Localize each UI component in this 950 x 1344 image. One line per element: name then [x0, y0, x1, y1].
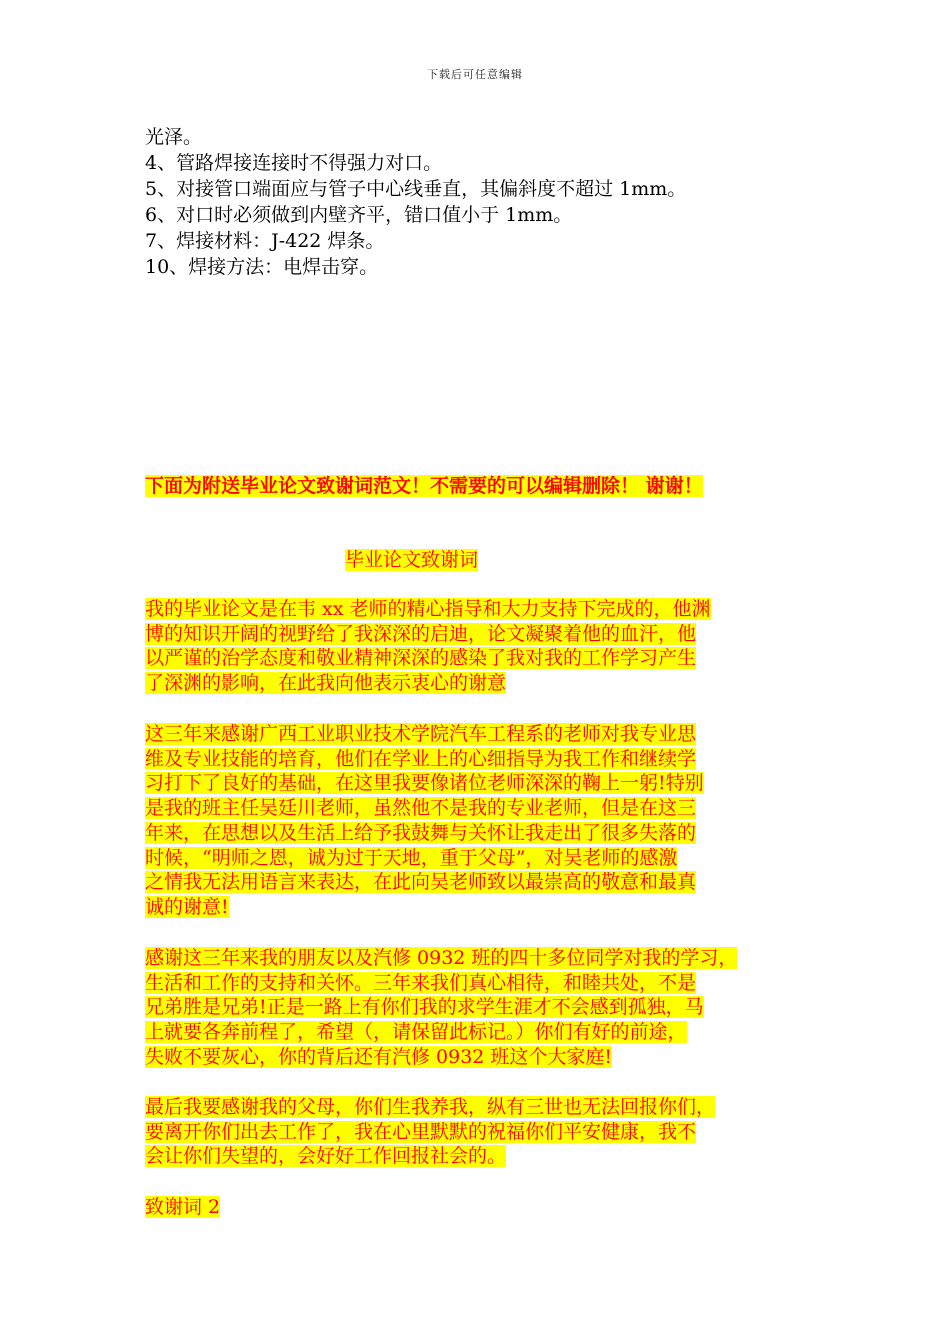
paragraph-line-text: 要离开你们出去工作了，我在心里默默的祝福你们平安健康，我不	[145, 1120, 697, 1143]
paragraph-line-text: 习打下了良好的基础，在这里我要像诸位老师深深的鞠上一躬!特别	[145, 772, 704, 795]
paragraph-line-text: 兄弟胜是兄弟!正是一路上有你们我的求学生涯才不会感到孤独，马	[145, 996, 704, 1019]
acknowledgement-paragraph-3	[145, 946, 835, 1070]
acknowledgement-paragraph-2	[145, 722, 835, 920]
paragraph-line	[145, 846, 835, 871]
tech-line: 7、焊接材料：J-422 焊条。	[145, 230, 385, 252]
paragraph-line-text: 以严谨的治学态度和敬业精神深深的感染了我对我的工作学习产生	[145, 647, 697, 670]
paragraph-line-text: 年来，在思想以及生活上给予我鼓舞与关怀让我走出了很多失落的	[145, 821, 697, 844]
paragraph-line-text: 是我的班主任吴廷川老师，虽然他不是我的专业老师，但是在这三	[145, 797, 697, 820]
acknowledgement-paragraph-1	[145, 597, 835, 696]
paragraph-line	[145, 995, 835, 1020]
tech-line: 5、对接管口端面应与管子中心线垂直，其偏斜度不超过 1mm。	[145, 178, 687, 200]
paragraph-line-text: 最后我要感谢我的父母，你们生我养我，纵有三世也无法回报你们，	[145, 1096, 716, 1118]
paragraph-line	[145, 747, 835, 772]
paragraph-line	[145, 671, 835, 696]
paragraph-line-text: 了深渊的影响，在此我向他表示衷心的谢意	[145, 672, 507, 695]
tech-line: 10、焊接方法：电焊击穿。	[145, 256, 379, 278]
paragraph-line-text: 维及专业技能的培育，他们在学业上的心细指导为我工作和继续学	[145, 747, 697, 770]
acknowledgement-title-text: 毕业论文致谢词	[345, 549, 479, 571]
tech-line: 6、对口时必须做到内壁齐平，错口值小于 1mm。	[145, 204, 573, 226]
appendix-notice-text: 下面为附送毕业论文致谢词范文！不需要的可以编辑删除！ 谢谢！	[145, 475, 703, 497]
paragraph-line-text: 博的知识开阔的视野给了我深深的启迪，论文凝聚着他的血汗，他	[145, 622, 697, 645]
paragraph-line	[145, 1095, 835, 1120]
paragraph-line	[145, 971, 835, 996]
paragraph-line	[145, 821, 835, 846]
tech-line: 4、管路焊接连接时不得强力对口。	[145, 152, 443, 174]
acknowledgement-heading-2	[145, 1195, 835, 1220]
paragraph-line-text: 之情我无法用语言来表达，在此向吴老师致以最崇高的敬意和最真	[145, 871, 697, 894]
paragraph-line	[145, 1144, 835, 1169]
paragraph-line-text: 诚的谢意!	[145, 895, 229, 918]
tech-line: 光泽。	[145, 126, 203, 148]
paragraph-line	[145, 1045, 835, 1070]
paragraph-line-text: 生活和工作的支持和关怀。三年来我们真心相待，和睦共处，不是	[145, 971, 697, 994]
paragraph-line-text: 致谢词 2	[145, 1196, 221, 1218]
paragraph-line	[145, 597, 835, 622]
appendix-notice	[145, 473, 845, 499]
paragraph-line	[145, 646, 835, 671]
paragraph-line	[145, 622, 835, 647]
paragraph-line-text: 感谢这三年来我的朋友以及汽修 0932 班的四十多位同学对我的学习，	[145, 947, 738, 969]
paragraph-line	[145, 1120, 835, 1145]
paragraph-line	[145, 1195, 835, 1220]
paragraph-line	[145, 946, 835, 971]
welding-requirements	[145, 124, 825, 280]
paragraph-line	[145, 796, 835, 821]
acknowledgement-paragraph-4	[145, 1095, 835, 1169]
paragraph-line	[145, 722, 835, 747]
paragraph-line-text: 上就要各奔前程了，希望（，请保留此标记。）你们有好的前途，	[145, 1021, 687, 1044]
paragraph-line-text: 我的毕业论文是在韦 xx 老师的精心指导和大力支持下完成的，他渊	[145, 598, 711, 620]
paragraph-line	[145, 895, 835, 920]
paragraph-line-text: 这三年来感谢广西工业职业技术学院汽车工程系的老师对我专业思	[145, 723, 697, 745]
paragraph-line-text: 失败不要灰心，你的背后还有汽修 0932 班这个大家庭!	[145, 1045, 613, 1068]
paragraph-line	[145, 771, 835, 796]
paragraph-line-text: 会让你们失望的，会好好工作回报社会的。	[145, 1145, 507, 1168]
acknowledgement-title	[345, 547, 478, 573]
paragraph-line	[145, 1020, 835, 1045]
page-header: 下载后可任意编辑	[427, 68, 523, 81]
paragraph-line	[145, 870, 835, 895]
paragraph-line-text: 时候，“明师之恩，诚为过于天地，重于父母”，对吴老师的感激	[145, 846, 678, 869]
